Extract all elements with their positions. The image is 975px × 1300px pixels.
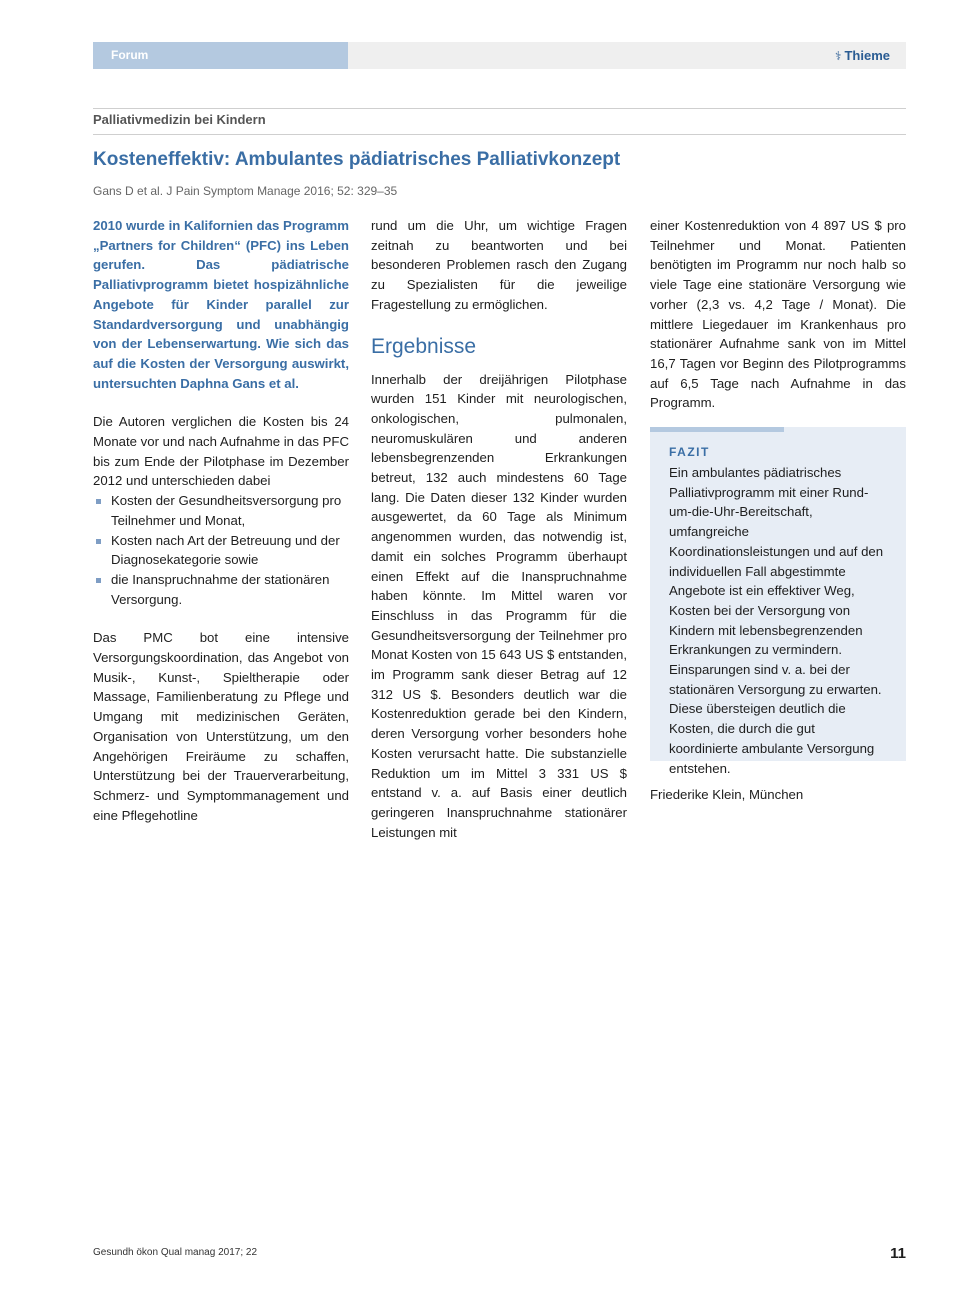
- column-2: [371, 216, 627, 861]
- column-3: [650, 216, 906, 432]
- list-item: Kosten nach Art der Betreuung und der Diagnosekategorie sowie: [93, 531, 349, 570]
- thieme-icon: ⚕: [834, 49, 842, 63]
- forum-tab: Forum: [93, 42, 348, 69]
- citation: Gans D et al. J Pain Symptom Manage 2016; 52: 329–35: [93, 184, 398, 198]
- page-header: [93, 42, 906, 69]
- author: Friederike Klein, München: [650, 787, 804, 802]
- paragraph: einer Kostenreduktion von 4 897 US $ pro Teilnehmer und Monat. Patienten benötigten im Programm nur noch halb so viele Tage eine stationäre Versorgung wie vorher (2,3 vs. 4,2 Tage / Monat). Die mittlere Liegedauer im Krankenhaus pro stationärer Aufnahme sank von im Mittel 16,7 Tagen vor Beginn des Pilotprogramms auf 6,5 Tage nach Aufnahme in das Programm.: [650, 218, 906, 411]
- fazit-box: [650, 427, 906, 776]
- page-number: 11: [890, 1245, 906, 1262]
- article-title: Kosteneffektiv: Ambulantes pädiatrisches Palliativkonzept: [93, 149, 621, 170]
- section-title: Palliativmedizin bei Kindern: [93, 112, 266, 127]
- fazit-heading: FAZIT: [669, 445, 710, 459]
- paragraph: rund um die Uhr, um wichtige Fragen zeitnah zu beantworten und bei besonderen Problemen rasch den Zugang zu Spezialisten für die jeweilige Fragestellung zu ermöglichen.: [371, 218, 627, 312]
- footer-journal: Gesundh ökon Qual manag 2017; 22: [93, 1247, 258, 1258]
- fazit-accent-bar: [650, 427, 784, 432]
- paragraph: Die Autoren verglichen die Kosten bis 24 Monate vor und nach Aufnahme in das PFC bis zum Ende der Pilotphase im Dezember 2012 und unterschieden dabei: [93, 414, 349, 489]
- list-item: die Inanspruchnahme der stationären Versorgung.: [93, 570, 349, 609]
- column-1: [93, 216, 349, 844]
- top-rule: [93, 108, 906, 109]
- paragraph: Das PMC bot eine intensive Versorgungskoordination, das Angebot von Musik-, Kunst-, Spieltherapie oder Massage, Familienberatung zu Pflege und Umgang mit medizinischen Geräten, Organisation von Unterstützung, um den Angehörigen Freiräume zu schaffen, Unterstützung bei der Trauerverarbeitung, Schmerz- und Symptommanagement und eine Pflegehotline: [93, 630, 349, 823]
- fazit-text: Ein ambulantes pädiatrisches Palliativprogramm mit einer Rund-um-die-Uhr-Bereitschaft, umfangreiche Koordinationsleistungen und auf den individuellen Fall abgestimmte Angebote ist ein effektiver Weg, Kosten bei der Versorgung von Kindern mit lebensbegrenzenden Erkrankungen zu vermindern. Einsparungen sind v. a. bei der stationären Versorgung zu erwarten. Diese übersteigen deutlich die Kosten, die durch die gut koordinierte ambulante Versorgung entstehen.: [669, 465, 884, 776]
- lead-paragraph: 2010 wurde in Kalifornien das Programm „Partners for Children“ (PFC) ins Leben gerufen. Das pädiatrische Palliativprogramm bietet hospizähnliche Angebote für Kinder parallel zur Standardversorgung und unabhängig von der Lebenserwartung. Wie sich das auf die Kosten der Versorgung auswirkt, untersuchten Daphna Gans et al.: [93, 218, 349, 391]
- logo-text: Thieme: [844, 48, 890, 63]
- thieme-logo: [835, 42, 890, 69]
- paragraph: Innerhalb der dreijährigen Pilotphase wurden 151 Kinder mit neurologischen, onkologischen, pulmonalen, neuromuskulären und anderen lebensbegrenzenden Erkrankungen betreut, 132 auch mindestens 60 Tage lang. Die Daten dieser 132 Kinder wurden ausgewertet, da 60 Tage als Minimum angenommen wurden, das notwendig ist, damit ein solches Programm überhaupt einen Effekt auf die Inanspruchnahme haben könnte. Im Mittel waren vor Einschluss in das Programm für die Gesundheitsversorgung der Teilnehmer pro Monat Kosten von 15 643 US $ entstanden, im Programm sank dieser Betrag auf 12 312 US $. Besonders deutlich war die Kostenreduktion gerade bei den Kindern, deren Versorgung vorher besonders hohe Kosten verursacht hatte. Die substanzielle Reduktion um im Mittel 3 331 US $ entstand v. a. auf Basis einer deutlich geringeren Inanspruchnahme stationärer Leistungen mit: [371, 371, 627, 840]
- section-rule: [93, 134, 906, 135]
- list-item: Kosten der Gesundheitsversorgung pro Teilnehmer und Monat,: [93, 491, 349, 530]
- results-heading: Ergebnisse: [371, 334, 477, 358]
- bullet-list: [93, 491, 349, 609]
